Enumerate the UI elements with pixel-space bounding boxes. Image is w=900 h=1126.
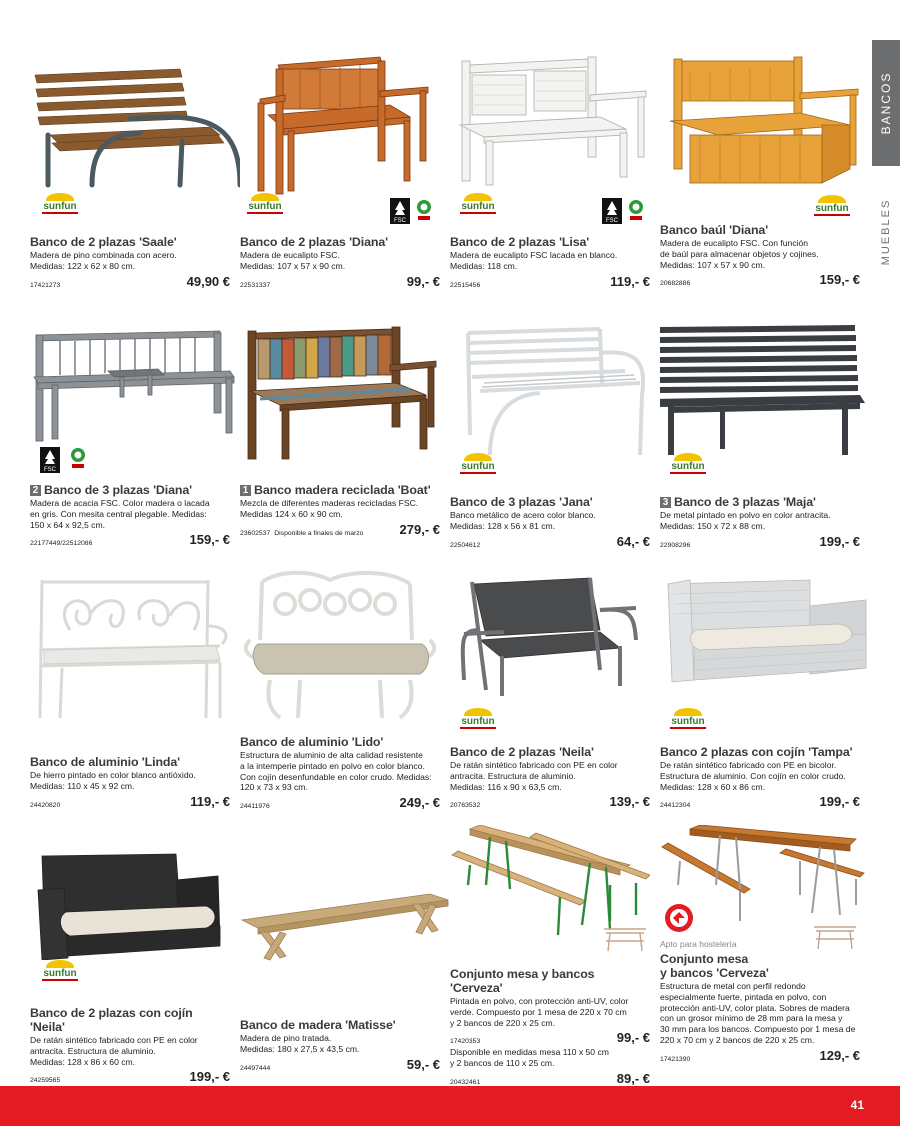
svg-text:sunfun: sunfun: [248, 201, 282, 212]
product-card-lido[interactable]: [240, 570, 440, 820]
product-title: Banco de 2 plazas con cojín 'Neila': [30, 1006, 193, 1034]
product-title: Banco de madera 'Matisse': [240, 1018, 396, 1032]
product-ref: 17420353: [450, 1038, 481, 1046]
product-description: Madera de eucalipto FSC. Con función de baúl para almacenar objetos y cojines. Medidas: 107 x 57 x 90 cm.: [660, 238, 819, 270]
sunfun-logo: [458, 193, 498, 217]
product-title-text: Banco de 3 plazas 'Diana': [44, 483, 193, 497]
product-title-text: Banco de 3 plazas 'Maja': [674, 495, 816, 509]
product-card-neila[interactable]: [450, 570, 650, 820]
page-number: 41: [850, 1098, 864, 1112]
product-card-cerveza-plata[interactable]: [660, 825, 860, 1075]
product-variant-price: 89,- €: [616, 1070, 650, 1086]
product-variant-description: Disponible en medidas mesa 110 x 50 cm y 2 bancos de 110 x 25 cm.: [450, 1047, 609, 1069]
sunfun-logo: [668, 708, 708, 732]
category-label: [872, 190, 900, 274]
product-price: 99,- €: [616, 1030, 650, 1046]
product-card-tampa[interactable]: [660, 570, 860, 820]
product-info: [450, 235, 650, 289]
product-title: Conjunto mesa y bancos 'Cerveza': [660, 952, 769, 980]
product-price: 59,- €: [406, 1056, 440, 1072]
product-info: [240, 735, 440, 810]
product-price: 64,- €: [616, 533, 650, 549]
product-image-maja: [660, 325, 860, 455]
sunfun-logo: [812, 195, 852, 219]
product-info: [660, 745, 860, 809]
product-info: [660, 939, 860, 1063]
product-ref: 22177449/22512086: [30, 540, 93, 548]
product-info: [660, 495, 860, 549]
svg-text:sunfun: sunfun: [461, 716, 495, 727]
product-price: 119,- €: [190, 793, 230, 809]
product-title: Banco baúl 'Diana': [660, 223, 769, 237]
product-ref: 17421273: [30, 281, 61, 289]
product-image-jana: [450, 325, 650, 455]
product-image-matisse: [240, 850, 440, 970]
product-price: 129,- €: [819, 1047, 860, 1063]
product-title: Banco de aluminio 'Linda': [30, 755, 181, 769]
product-title: Banco de 3 plazas 'Jana': [450, 495, 593, 509]
product-price: 199,- €: [819, 794, 860, 810]
product-price: 159,- €: [819, 272, 860, 288]
product-image-neila: [450, 570, 650, 700]
svg-text:FSC: FSC: [394, 218, 406, 224]
product-info: [240, 483, 440, 537]
product-price: 119,- €: [610, 273, 650, 289]
eco-label-icon: [70, 447, 86, 469]
product-title: [30, 483, 230, 497]
hosteleria-logo: [664, 903, 694, 938]
product-number-badge: 2: [30, 485, 41, 496]
product-ref: 22515456: [450, 281, 481, 289]
product-card-diana-3[interactable]: [30, 325, 230, 575]
svg-text:sunfun: sunfun: [43, 201, 77, 212]
product-title: Banco de 2 plazas 'Saale': [30, 235, 177, 249]
product-description: Banco metálico de acero color blanco. Medidas: 128 x 56 x 81 cm.: [450, 510, 596, 531]
product-title: [240, 483, 440, 497]
product-title: Banco de 2 plazas 'Neila': [450, 745, 594, 759]
sunfun-logo: [245, 193, 285, 217]
section-tab-label: BANCOS: [879, 71, 893, 135]
product-card-banco-baul[interactable]: [660, 55, 860, 305]
product-price: 139,- €: [609, 794, 650, 810]
svg-text:sunfun: sunfun: [43, 968, 77, 979]
product-ref: 24497444: [240, 1064, 271, 1072]
product-ref: 24411976: [240, 803, 270, 811]
svg-text:FSC: FSC: [44, 467, 56, 473]
product-description: Estructura de metal con perfil redondo especialmente fuerte, pintada en polvo, con protección anti-UV, color plata. Sobres de madera con un grosor mínimo de 28 mm para la mesa y 30 mm para los bancos. Compuesto por 1 mesa de 220 x 70 cm y 2 bancos de 220 x 25 cm.: [660, 981, 856, 1045]
product-image-saale: [30, 55, 230, 195]
sunfun-logo: [668, 453, 708, 477]
product-title: Conjunto mesa y bancos 'Cerveza': [450, 967, 595, 995]
product-description: De ratán sintético fabricado con PE en bicolor. Estructura de aluminio. Con cojín en color crudo. Medidas: 128 x 60 x 86 cm.: [660, 760, 846, 792]
svg-text:sunfun: sunfun: [461, 201, 495, 212]
product-number-badge: 1: [240, 485, 251, 496]
eco-label-icon: [416, 199, 432, 221]
product-description: De metal pintado en polvo en color antracita. Medidas: 150 x 72 x 88 cm.: [660, 510, 831, 531]
product-description: Madera de pino combinada con acero. Medidas: 122 x 62 x 80 cm.: [30, 250, 177, 271]
product-description: Estructura de aluminio de alta calidad resistente a la intemperie pintado en polvo en color blanco. Con cojín desenfundable en color crudo. Medidas: 120 x 73 x 93 cm.: [240, 750, 432, 793]
product-description: De ratán sintético fabricado con PE en color antracita. Estructura de aluminio. Medidas: 128 x 86 x 60 cm.: [30, 1035, 198, 1067]
fsc-logo: [40, 447, 60, 473]
product-price: 279,- €: [399, 521, 440, 537]
product-card-diana-2[interactable]: [240, 55, 440, 305]
product-ref: 23602537: [240, 529, 271, 537]
sunfun-logo: [40, 960, 80, 984]
product-description: De hierro pintado en color blanco antióxido. Medidas: 110 x 45 x 92 cm.: [30, 770, 196, 791]
product-description: Madera de acacia FSC. Color madera o lacada en gris. Con mesita central plegable. Medidas: 150 x 64 x 92,5 cm.: [30, 498, 210, 530]
product-price: 49,90 €: [186, 273, 230, 289]
product-card-maja[interactable]: [660, 325, 860, 575]
product-ref: 24412304: [660, 802, 691, 810]
product-info: [30, 483, 230, 547]
svg-text:FSC: FSC: [606, 218, 618, 224]
product-ref: 22908296: [660, 541, 691, 549]
product-info: [450, 495, 650, 549]
product-description: Madera de eucalipto FSC lacada en blanco. Medidas: 118 cm.: [450, 250, 618, 271]
product-price: 199,- €: [189, 1069, 230, 1085]
product-price: 159,- €: [189, 532, 230, 548]
svg-text:sunfun: sunfun: [671, 716, 705, 727]
eco-label-icon: [628, 199, 644, 221]
footer-bar: [0, 1086, 900, 1126]
product-image-diana-3: [30, 325, 230, 445]
product-card-lisa[interactable]: [450, 55, 650, 305]
product-title: Banco de 2 plazas 'Diana': [240, 235, 389, 249]
product-ref: 24420820: [30, 801, 61, 809]
product-ref: 20763532: [450, 802, 481, 810]
product-card-cerveza-verde[interactable]: [450, 825, 650, 1086]
product-image-banco-baul: [660, 55, 860, 195]
product-info: [240, 235, 440, 289]
table-outline-icon: [602, 923, 648, 958]
product-card-matisse[interactable]: [240, 850, 440, 1100]
product-info: [660, 223, 860, 287]
product-description: Pintada en polvo, con protección anti-UV, color verde. Compuesto por 1 mesa de 220 x 70 cm y 2 bancos de 220 x 25 cm.: [450, 996, 629, 1028]
product-image-linda: [30, 570, 230, 720]
product-title: [660, 495, 860, 509]
svg-text:sunfun: sunfun: [461, 461, 495, 472]
product-price: 199,- €: [819, 533, 860, 549]
product-card-linda[interactable]: [30, 570, 230, 820]
product-description: Mezcla de diferentes maderas recicladas FSC. Medidas 124 x 60 x 90 cm.: [240, 498, 419, 519]
fsc-logo: [602, 198, 622, 224]
product-price: 249,- €: [399, 795, 440, 811]
product-variant-ref: 20432461: [450, 1078, 481, 1086]
sunfun-logo: [40, 193, 80, 217]
category-label-text: MUEBLES: [880, 198, 892, 266]
product-description: Madera de eucalipto FSC. Medidas: 107 x 57 x 90 cm.: [240, 250, 346, 271]
product-ref: 22531337: [240, 281, 271, 289]
product-image-lisa: [450, 55, 650, 195]
product-info: [30, 235, 230, 289]
fsc-logo: [390, 198, 410, 224]
product-price: 99,- €: [406, 273, 440, 289]
product-title: Banco de aluminio 'Lido': [240, 735, 384, 749]
product-ref: 22504612: [450, 541, 481, 549]
product-card-saale[interactable]: [30, 55, 230, 305]
product-card-boat[interactable]: [240, 325, 440, 575]
product-image-diana-2: [240, 55, 440, 200]
product-description: De ratán sintético fabricado con PE en color antracita. Estructura de aluminio. Medidas: 116 x 90 x 63,5 cm.: [450, 760, 618, 792]
section-tab-bancos[interactable]: [872, 40, 900, 166]
product-image-tampa: [660, 570, 860, 700]
product-title: Banco de 2 plazas 'Lisa': [450, 235, 590, 249]
product-title: Banco 2 plazas con cojín 'Tampa': [660, 745, 853, 759]
product-title-text: Banco madera reciclada 'Boat': [254, 483, 431, 497]
product-info: [30, 1006, 230, 1084]
product-card-neila-cojin[interactable]: [30, 850, 230, 1100]
product-ref: 20682886: [660, 280, 691, 288]
sunfun-logo: [458, 453, 498, 477]
product-info: [450, 967, 650, 1086]
availability-note: Disponible a finales de marzo: [274, 529, 364, 537]
product-image-lido: [240, 570, 440, 720]
product-image-boat: [240, 325, 440, 465]
product-description: Madera de pino tratada. Medidas: 180 x 27,5 x 43,5 cm.: [240, 1033, 360, 1054]
product-info: [30, 755, 230, 809]
svg-text:sunfun: sunfun: [815, 203, 849, 214]
product-image-neila-cojin: [30, 850, 230, 960]
product-number-badge: 3: [660, 497, 671, 508]
product-ref: 24259565: [30, 1077, 61, 1085]
product-ref: 17421390: [660, 1055, 691, 1063]
sunfun-logo: [458, 708, 498, 732]
product-info: [240, 1018, 440, 1072]
apto-hosteleria-label: Apto para hostelería: [660, 939, 737, 949]
product-info: [450, 745, 650, 809]
product-card-jana[interactable]: [450, 325, 650, 575]
svg-text:sunfun: sunfun: [671, 461, 705, 472]
